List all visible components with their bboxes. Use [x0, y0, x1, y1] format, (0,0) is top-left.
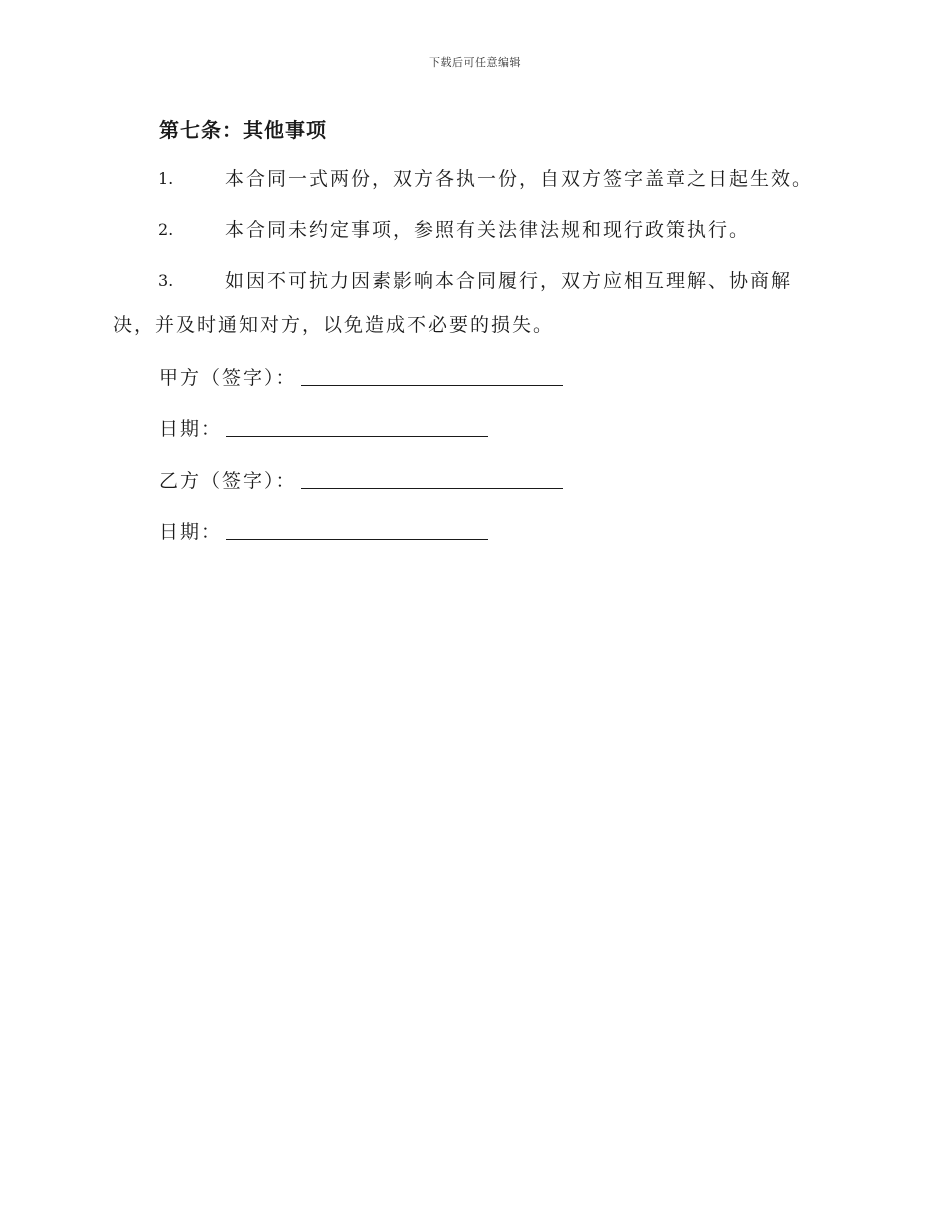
party-a-date-label: 日期：: [159, 418, 223, 440]
clause-text: 本合同一式两份，双方各执一份，自双方签字盖章之日起生效。: [225, 168, 814, 190]
party-b-date-row: [159, 517, 488, 544]
party-b-date-label: 日期：: [159, 521, 223, 543]
party-b-signature-label: 乙方（签字）：: [159, 470, 297, 492]
clause-item-3: [113, 259, 833, 347]
article-heading: 第七条：其他事项: [159, 118, 327, 142]
party-a-signature-line: [301, 365, 563, 386]
party-b-date-line: [226, 519, 488, 540]
party-a-signature-row: [159, 363, 563, 390]
party-a-date-row: [159, 414, 488, 441]
clause-number: 3.: [158, 271, 174, 290]
page-header-note: 下载后可任意编辑: [429, 56, 521, 69]
clause-text: 本合同未约定事项，参照有关法律法规和现行政策执行。: [225, 219, 751, 241]
clause-number: 2.: [158, 220, 174, 239]
party-b-signature-row: [159, 466, 563, 493]
clause-text: 如因不可抗力因素影响本合同履行，双方应相互理解、协商解: [225, 270, 793, 292]
party-a-signature-label: 甲方（签字）：: [159, 367, 297, 389]
clause-text-continuation: 决，并及时通知对方，以免造成不必要的损失。: [113, 314, 555, 336]
party-b-signature-line: [301, 468, 563, 489]
clause-number: 1.: [158, 169, 174, 188]
clause-item-1: [113, 157, 833, 201]
clause-item-2: [113, 208, 833, 252]
party-a-date-line: [226, 416, 488, 437]
